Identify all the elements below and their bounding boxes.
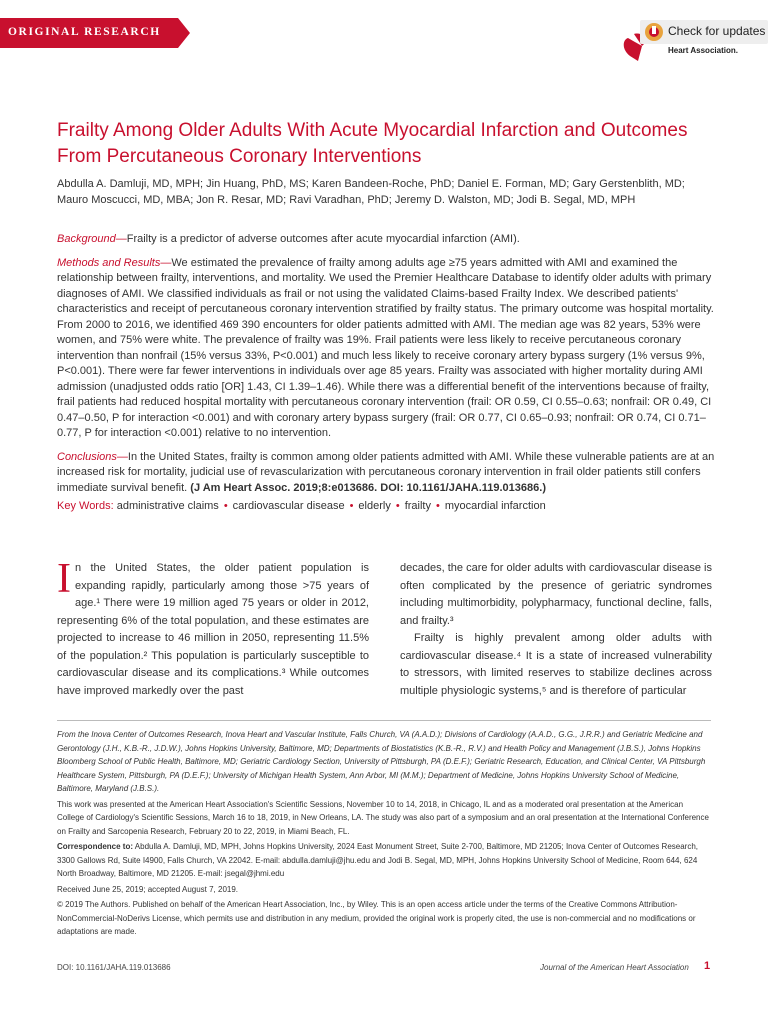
copyright: © 2019 The Authors. Published on behalf of the American Heart Association, Inc., by Wiley. This is an open access article under the terms of the Creative Commons Attribution-NonCommercial-NoDerivs License, which permits use and distribution in any medium, provided the original work is properly cited, the use is non-commercial and no modifications or adaptations are made.: [57, 900, 696, 936]
article-title: Frailty Among Older Adults With Acute Myocardial Infarction and Outcomes From Percutaneous Coronary Interventions: [57, 120, 688, 167]
footer-doi: DOI: 10.1161/JAHA.119.013686: [57, 963, 171, 972]
background-text: Frailty is a predictor of adverse outcomes after acute myocardial infarction (AMI).: [126, 233, 520, 245]
footnotes: [57, 728, 711, 941]
check-updates-icon: [644, 22, 664, 42]
body-paragraph: n the United States, the older patient population is expanding rapidly, particularly among those >75 years of age.¹ There were 19 million aged 75 years or older in 2012, representing 6% of the total population, and these estimates are projected to increase to 46 million in 2050, representing 11.5% of the population.² This population is particularly susceptible to cardiovascular disease and its complications.³ While outcomes have improved markedly over the past: [57, 562, 369, 697]
keywords: Key Words: administrative claims • cardiovascular disease • elderly • frailty • myocardial infarction: [57, 500, 546, 512]
correspondence: [57, 840, 711, 881]
affiliations: From the Inova Center of Outcomes Research, Inova Heart and Vascular Institute, Falls Church, VA (A.A.D.); Divisions of Cardiology (A.A.D., G.G., J.R.R.) and Geriatric Medicine and Gerontology (J.H., K.B.-R., J.D.W.), Johns Hopkins University, Baltimore, MD; Departments of Biostatistics (K.B.-R., R.V.) and Health Policy and Management (J.B.S.), Johns Hopkins Bloomberg School of Public Health, Baltimore, MD; Geriatric Cardiology Section, University of Pittsburgh, PA (D.E.F.); Geriatric Research, Education, and Clinical Center, VA Pittsburgh Healthcare System, Pittsburgh, PA (D.E.F.); University of Michigan Health System, Ann Arbor, MI (M.M.); Department of Medicine, Johns Hopkins University School of Medicine, Baltimore, Maryland (J.B.S.).: [57, 730, 706, 793]
page-number: 1: [704, 960, 711, 972]
presentation-note: This work was presented at the American Heart Association's Scientific Sessions, November 10 to 14, 2018, in Chicago, IL and as a moderated oral presentation at the American College of Cardiology's Scientific Sessions, March 16 to 18, 2019, in New Orleans, LA. The study was also part of a symposium and an oral presentation at the International Conference on Frailty and Sarcopenia Research, February 20 to 22, 2019, in Miami Beach, FL.: [57, 799, 709, 836]
citation: (J Am Heart Assoc. 2019;8:e013686. DOI: 10.1161/JAHA.119.013686.): [190, 481, 546, 494]
abstract: [57, 232, 717, 504]
section-label-band-tip: [178, 18, 190, 48]
keyword: frailty: [404, 500, 431, 512]
section-label-band: [0, 18, 178, 48]
section-label: ORIGINAL RESEARCH: [8, 26, 161, 38]
footer-journal: Journal of the American Heart Association: [540, 963, 689, 972]
body-paragraph: Frailty is highly prevalent among older adults with cardiovascular disease.⁴ It is a state of increased vulnerability to stressors, with limited reserves to stabilize declines across multiple physiologic systems,⁵ and is therefore of particular: [400, 632, 712, 697]
methods-text: We estimated the prevalence of frailty among adults age ≥75 years admitted with AMI and examined the relationship between frailty, interventions, and mortality. We used the Premier Healthcare Database to identify older adults with primary diagnoses of AMI. We classified individuals as frail or not using the validated Claims-based Frailty Index. We described patients' characteristics and receipt of percutaneous coronary intervention stratified by frailty status. The primary outcome was hospital mortality. From 2000 to 2016, we identified 469 390 encounters for older patients admitted with AMI. The median age was 82 years, 53% were women, and 75% were white. The prevalence of frailty was 19%. Frail patients were less likely to receive percutaneous coronary intervention than nonfrail (15% versus 33%, P<0.001) and much less likely to receive coronary artery bypass surgery (1% versus 9%, P<0.001). There were far fewer interventions in individuals over age 85 years. Frailty was associated with higher mortality during AMI admission (unadjusted odds ratio [OR] 1.43, CI 1.39–1.46). While there was a differential benefit of the interventions because of frailty, frail patients had reduced hospital mortality with percutaneous coronary intervention (frail: OR 0.59, CI 0.55–0.63; nonfrail: OR 0.49, CI 0.47–0.50, P for interaction <0.001) and with coronary artery bypass surgery (frail: OR 0.77, CI 0.65–0.93; nonfrail: OR 0.74, CI 0.71–0.77, P for interaction <0.001) relative to no intervention.: [57, 256, 714, 439]
correspondence-text: Abdulla A. Damluji, MD, MPH, Johns Hopkins University, 2024 East Monument Street, Suite 2-700, Baltimore, MD 21205; Inova Center of Outcomes Research, 3300 Gallows Rd, Suite I4900, Falls Church, VA 22042. E-mail: abdulla.damluji@jhu.edu and Jodi B. Segal, MD, MPH, Johns Hopkins University School of Medicine, Room 644, 624 North Broadway, Baltimore, MD 21205. E-mail: jsegal@jhmi.edu: [57, 842, 699, 878]
body-column-left: [57, 556, 369, 700]
body-column-right: [400, 560, 712, 700]
methods-label: Methods and Results—: [57, 256, 172, 269]
keyword: myocardial infarction: [444, 500, 546, 512]
abstract-methods: [57, 256, 717, 442]
keyword: administrative claims: [116, 500, 219, 512]
abstract-background: [57, 232, 717, 248]
background-label: Background—: [57, 233, 127, 245]
drop-cap: I: [57, 556, 71, 602]
aha-logo-text: Heart Association.: [668, 46, 738, 55]
keyword: cardiovascular disease: [232, 500, 345, 512]
received-dates: Received June 25, 2019; accepted August 7, 2019.: [57, 884, 239, 894]
conclusions-text: In the United States, frailty is common among older patients admitted with AMI. While these vulnerable patients are at an increased risk for mortality, judicial use of revascularization with percutaneous coronary intervention in frail older patients still confers immediate survival benefit.: [57, 450, 715, 494]
check-for-updates-button[interactable]: [640, 20, 768, 44]
keywords-label: Key Words:: [57, 500, 114, 512]
abstract-conclusions: [57, 450, 717, 497]
correspondence-label: Correspondence to:: [57, 842, 134, 851]
footnote-divider: [57, 720, 711, 721]
author-list: Abdulla A. Damluji, MD, MPH; Jin Huang, PhD, MS; Karen Bandeen-Roche, PhD; Daniel E. Forman, MD; Gary Gerstenblith, MD; Mauro Moscucci, MD, MBA; Jon R. Resar, MD; Ravi Varadhan, PhD; Jeremy D. Walston, MD; Jodi B. Segal, MD, MPH: [57, 178, 685, 206]
conclusions-label: Conclusions—: [57, 450, 128, 463]
check-updates-label: Check for updates: [668, 24, 766, 38]
keyword: elderly: [358, 500, 391, 512]
body-paragraph: decades, the care for older adults with cardiovascular disease is often complicated by the presence of geriatric syndromes including multimorbidity, polypharmacy, functional decline, falls, and frailty.³: [400, 562, 712, 627]
